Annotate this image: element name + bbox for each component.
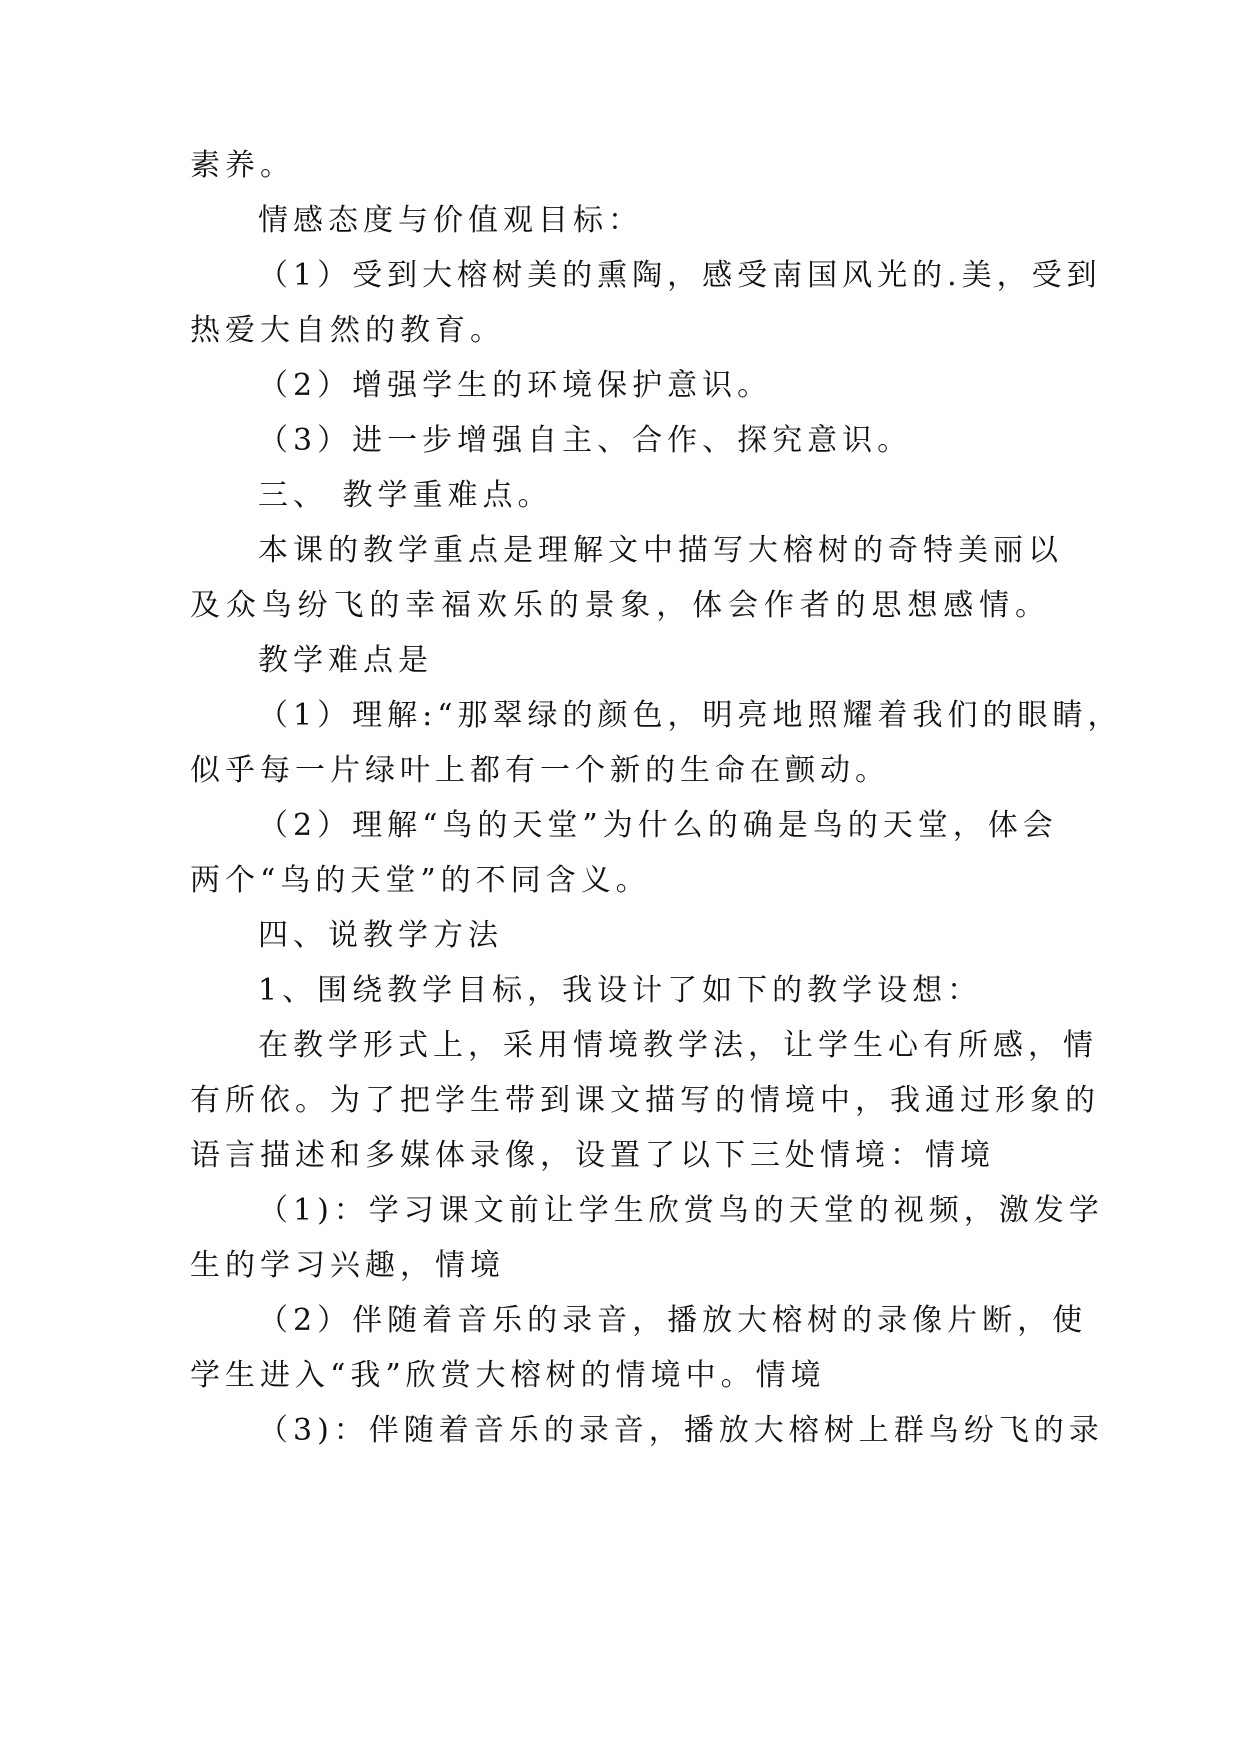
paragraph-line: （2）伴随着音乐的录音，播放大榕树的录像片断，使: [258, 1303, 1088, 1338]
paragraph-line: （1）受到大榕树美的熏陶，感受南国风光的.美，受到: [258, 258, 1102, 293]
paragraph-line: （3)：伴随着音乐的录音，播放大榕树上群鸟纷飞的录: [258, 1413, 1104, 1448]
section-heading: 三、 教学重难点。: [258, 478, 553, 513]
paragraph-line: 素养。: [190, 148, 295, 183]
paragraph-line: 热爱大自然的教育。: [190, 313, 505, 348]
paragraph-line: 生的学习兴趣，情境: [190, 1248, 505, 1283]
paragraph-line: 教学难点是: [258, 643, 433, 678]
paragraph-line: 学生进入“我”欣赏大榕树的情境中。情境: [190, 1358, 826, 1393]
paragraph-line: （2）增强学生的环境保护意识。: [258, 368, 773, 403]
paragraph-line: 在教学形式上，采用情境教学法，让学生心有所感，情: [258, 1028, 1098, 1063]
paragraph-line: 及众鸟纷飞的幸福欢乐的景象，体会作者的思想感情。: [190, 588, 1050, 623]
paragraph-line: （1）理解:“那翠绿的颜色，明亮地照耀着我们的眼睛，: [258, 698, 1123, 733]
paragraph-line: 有所依。为了把学生带到课文描写的情境中，我通过形象的: [190, 1083, 1100, 1118]
paragraph-line: 似乎每一片绿叶上都有一个新的生命在颤动。: [190, 753, 890, 788]
section-heading: 四、说教学方法: [258, 918, 503, 953]
paragraph-line: 本课的教学重点是理解文中描写大榕树的奇特美丽以: [258, 533, 1063, 568]
paragraph-line: 两个“鸟的天堂”的不同含义。: [190, 863, 651, 898]
paragraph-line: 1、围绕教学目标，我设计了如下的教学设想：: [258, 973, 983, 1008]
paragraph-heading: 情感态度与价值观目标：: [258, 203, 643, 238]
paragraph-line: 语言描述和多媒体录像，设置了以下三处情境：情境: [190, 1138, 995, 1173]
paragraph-line: （2）理解“鸟的天堂”为什么的确是鸟的天堂，体会: [258, 808, 1058, 843]
paragraph-line: （3）进一步增强自主、合作、探究意识。: [258, 423, 913, 458]
paragraph-line: （1)：学习课文前让学生欣赏鸟的天堂的视频，激发学: [258, 1193, 1104, 1228]
